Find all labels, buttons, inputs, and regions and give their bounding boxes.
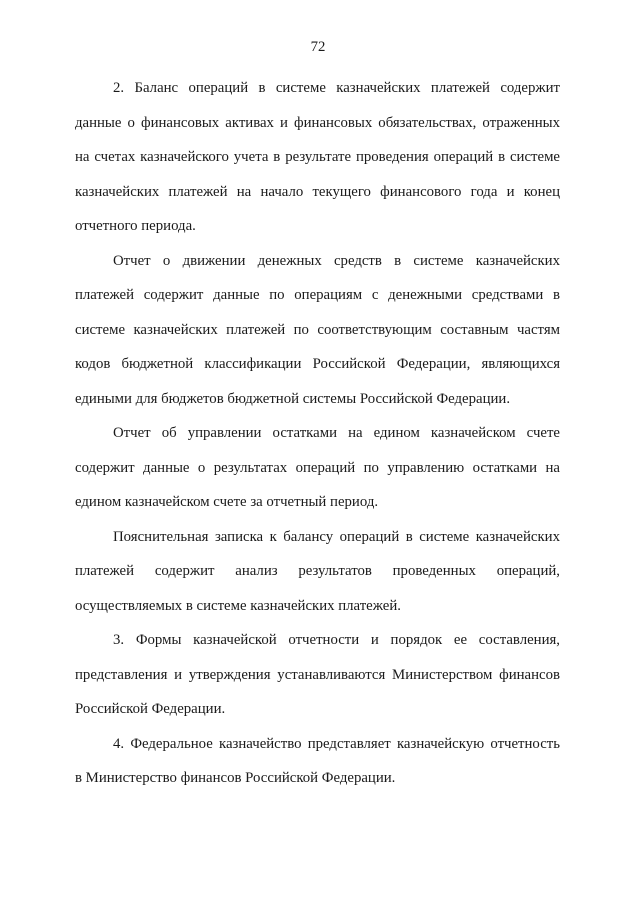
document-body	[75, 71, 560, 796]
paragraph-1-line-1: 2. Баланс операций в системе казначейских платежей содержит	[113, 80, 560, 96]
paragraph-6	[75, 727, 560, 796]
paragraph-2-line-4: кодов бюджетной классификации Российской Федерации, являющихся	[75, 356, 560, 372]
paragraph-2-line-5: едиными для бюджетов бюджетной системы Российской Федерации.	[75, 390, 511, 407]
paragraph-4-line-2: платежей содержит анализ результатов проведенных операций,	[75, 563, 560, 579]
paragraph-5-line-2: представления и утверждения устанавливаются Министерством финансов	[75, 666, 560, 683]
paragraph-3-line-3: едином казначейском счете за отчетный период.	[75, 494, 379, 510]
paragraph-1-line-3: на счетах казначейского учета в результате проведения операций в системе	[75, 149, 560, 165]
paragraph-6-line-2: в Министерство финансов Российской Федерации.	[75, 770, 396, 786]
paragraph-2-line-3: системе казначейских платежей по соответствующим составным частям	[75, 321, 560, 338]
paragraph-2-line-2: платежей содержит данные по операциям с денежными средствами в	[75, 287, 560, 303]
paragraph-3-line-1: Отчет об управлении остатками на едином казначейском счете	[113, 425, 560, 441]
paragraph-2-line-1: Отчет о движении денежных средств в системе казначейских	[113, 252, 560, 269]
paragraph-1-line-5: отчетного периода.	[75, 218, 196, 234]
paragraph-4	[75, 520, 560, 624]
paragraph-6-line-1: 4. Федеральное казначейство представляет казначейскую отчетность	[113, 735, 560, 752]
page-number: 72	[310, 39, 326, 55]
paragraph-4-line-3: осуществляемых в системе казначейских платежей.	[75, 597, 401, 614]
paragraph-3	[75, 416, 560, 520]
paragraph-2	[75, 244, 560, 417]
paragraph-1-line-4: казначейских платежей на начало текущего финансового года и конец	[75, 183, 560, 200]
paragraph-1-line-2: данные о финансовых активах и финансовых обязательствах, отраженных	[75, 114, 560, 131]
paragraph-5	[75, 623, 560, 727]
paragraph-4-line-1: Пояснительная записка к балансу операций в системе казначейских	[113, 528, 560, 545]
paragraph-3-line-2: содержит данные о результатах операций по управлению остатками на	[75, 459, 560, 476]
paragraph-5-line-3: Российской Федерации.	[75, 701, 226, 717]
paragraph-1	[75, 71, 560, 244]
paragraph-5-line-1: 3. Формы казначейской отчетности и порядок ее составления,	[113, 632, 560, 648]
